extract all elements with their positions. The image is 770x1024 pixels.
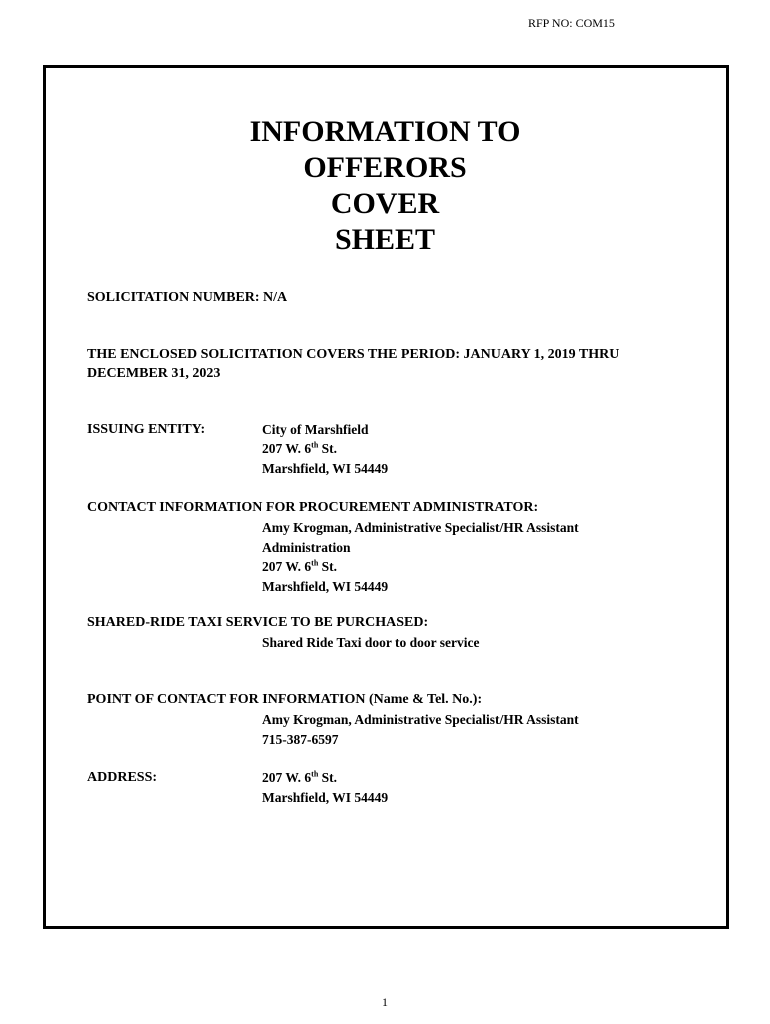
service-value: Shared Ride Taxi door to door service: [262, 635, 480, 650]
issuing-entity-street: 207 W. 6th St.: [262, 440, 338, 456]
address-city: Marshfield, WI 54449: [262, 790, 389, 805]
page-number: 1: [382, 995, 388, 1009]
poc-phone: 715-387-6597: [262, 732, 339, 747]
rfp-number: RFP NO: COM15: [528, 16, 615, 30]
title-line-4: SHEET: [334, 223, 436, 256]
issuing-entity-city: Marshfield, WI 54449: [262, 461, 389, 476]
poc-name: Amy Krogman, Administrative Specialist/HR Assistant: [262, 712, 579, 727]
period-line-2: DECEMBER 31, 2023: [87, 366, 221, 381]
contact-street: 207 W. 6th St.: [262, 558, 338, 574]
contact-dept: Administration: [262, 540, 351, 555]
solicitation-number: SOLICITATION NUMBER: N/A: [87, 290, 288, 305]
page-title: [0, 114, 770, 258]
issuing-entity-name: City of Marshfield: [262, 422, 369, 437]
service-label: SHARED-RIDE TAXI SERVICE TO BE PURCHASED:: [87, 615, 429, 630]
title-line-2: OFFERORS: [303, 151, 467, 184]
issuing-entity-label: ISSUING ENTITY:: [87, 422, 206, 437]
period-line-1: THE ENCLOSED SOLICITATION COVERS THE PERIOD: JANUARY 1, 2019 THRU: [87, 347, 620, 362]
title-line-3: COVER: [330, 187, 440, 220]
contact-label: CONTACT INFORMATION FOR PROCUREMENT ADMINISTRATOR:: [87, 500, 539, 515]
address-street: 207 W. 6th St.: [262, 769, 338, 785]
contact-name: Amy Krogman, Administrative Specialist/HR Assistant: [262, 520, 579, 535]
contact-city: Marshfield, WI 54449: [262, 579, 389, 594]
poc-label: POINT OF CONTACT FOR INFORMATION (Name & Tel. No.):: [87, 692, 483, 707]
address-label: ADDRESS:: [87, 770, 158, 785]
title-line-1: INFORMATION TO: [249, 115, 521, 148]
